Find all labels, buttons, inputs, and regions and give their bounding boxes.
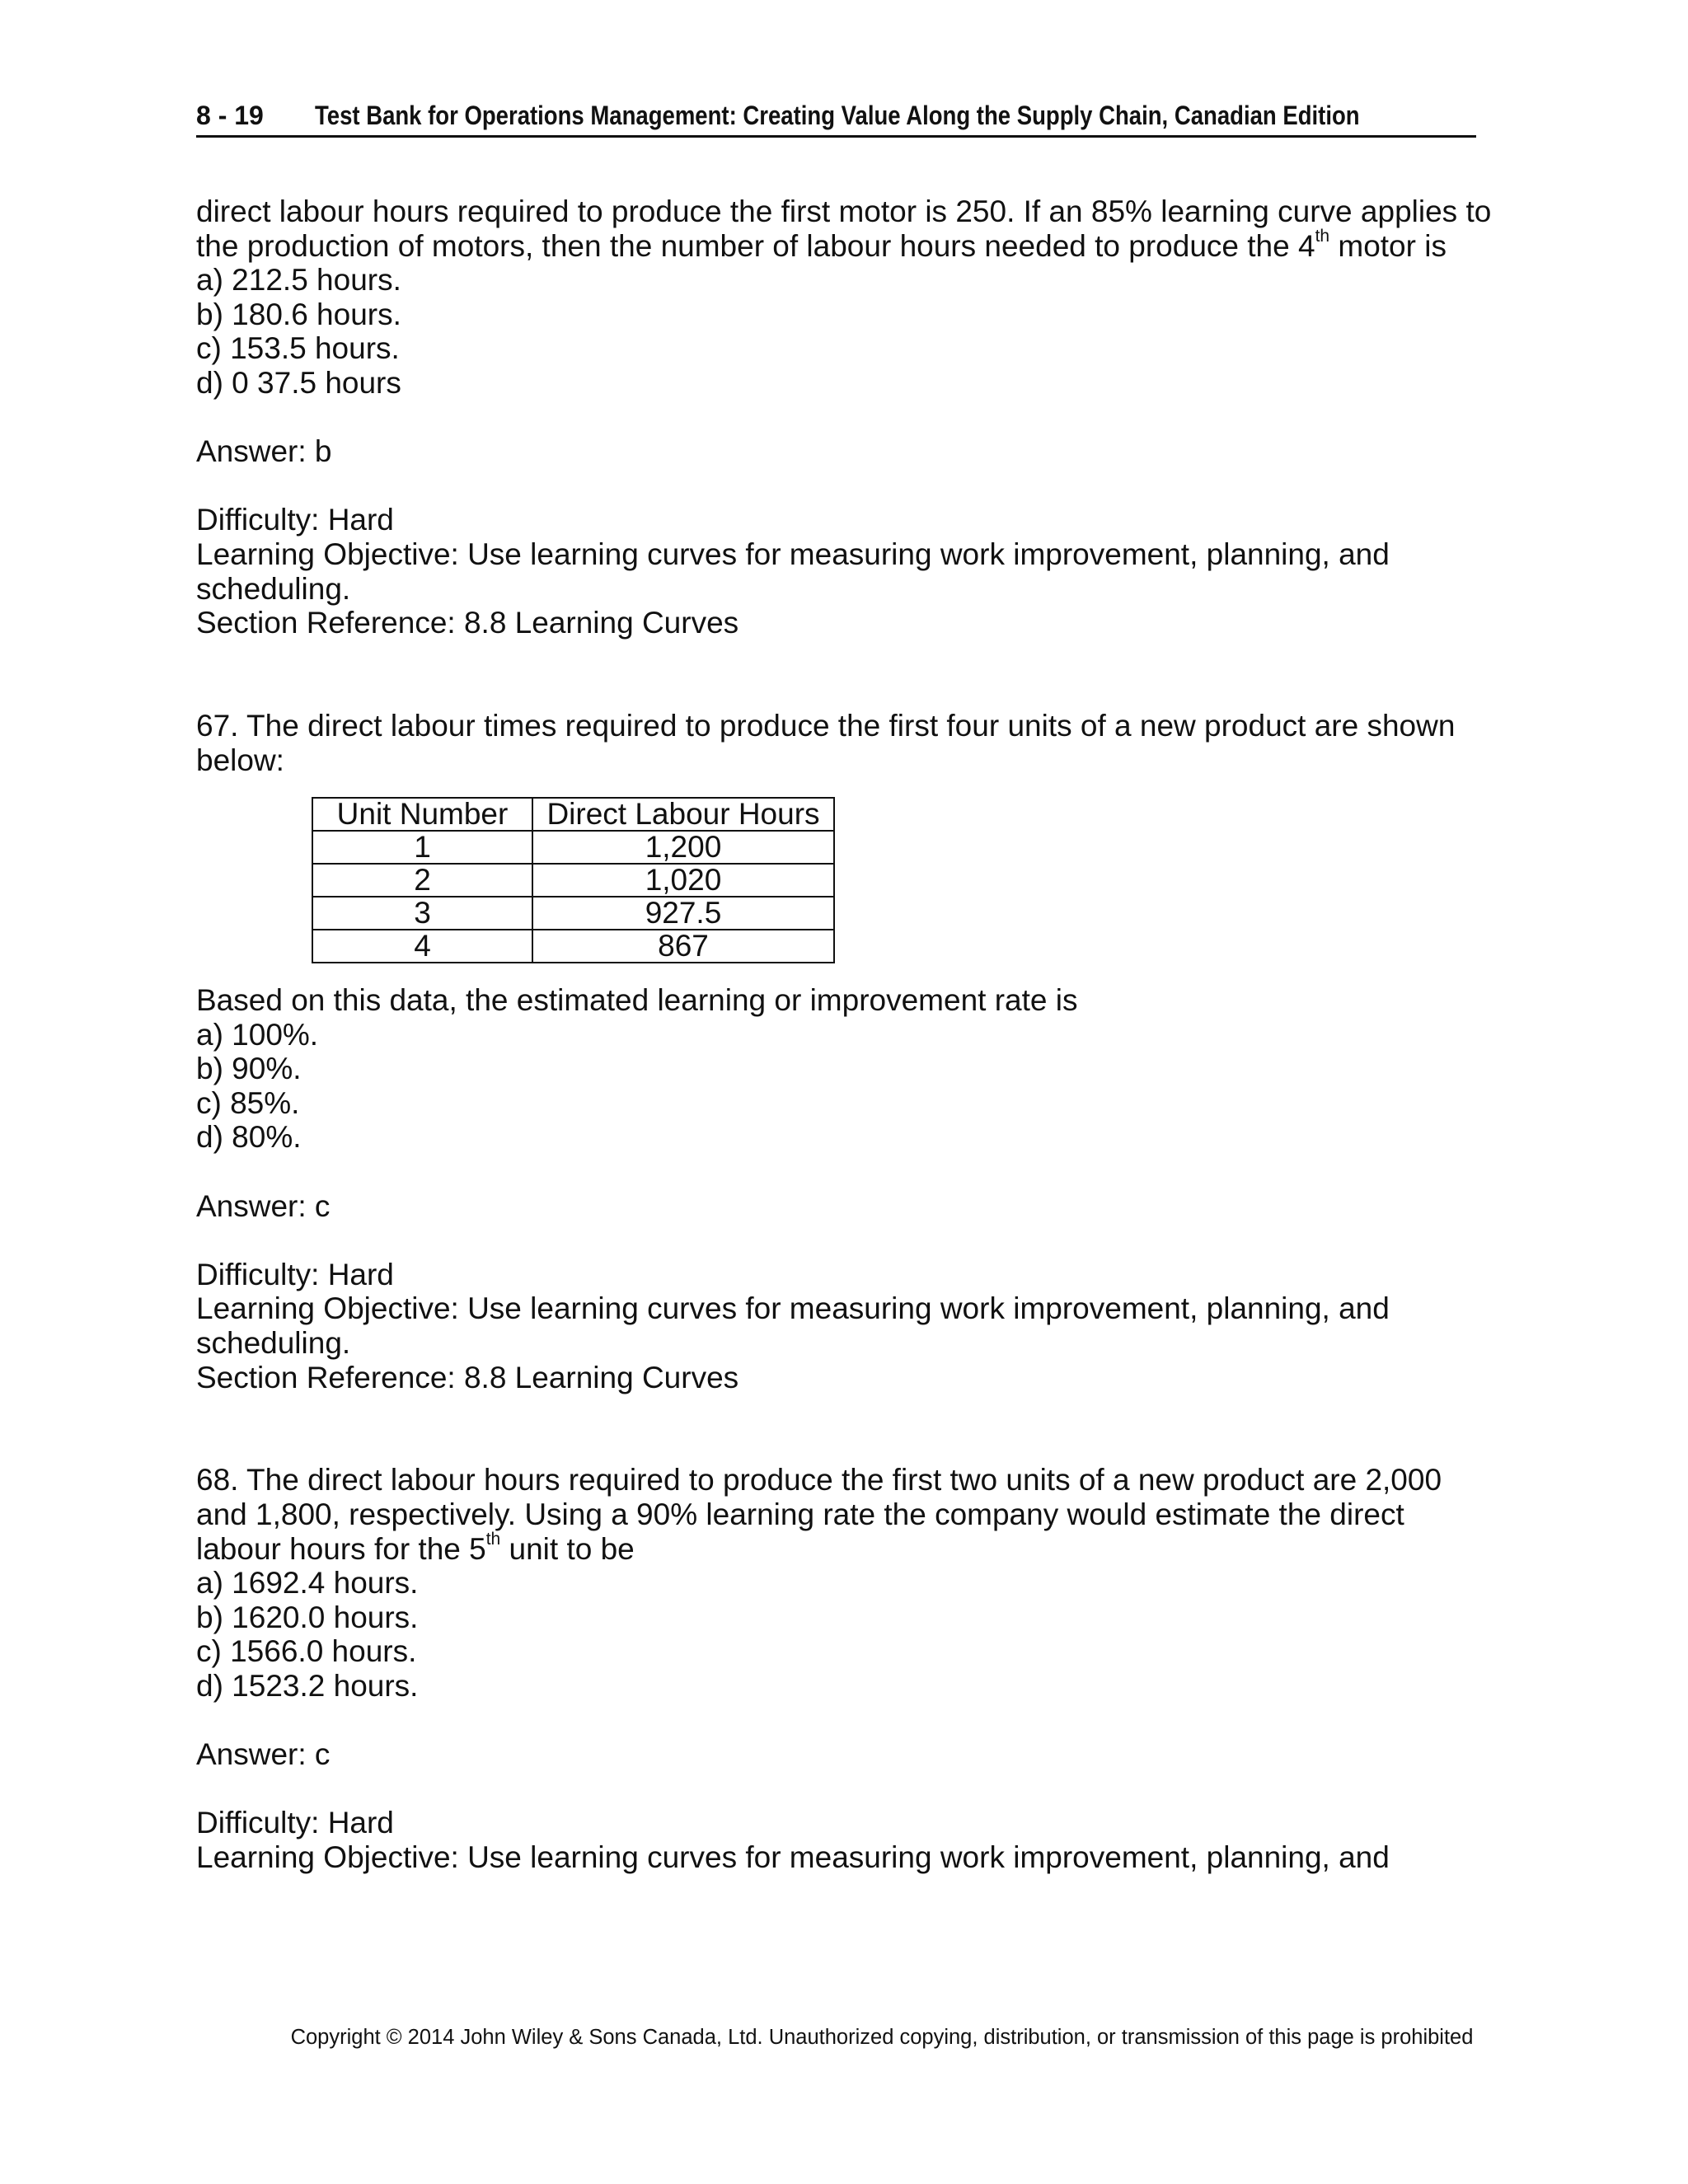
- question-stem: [196, 1532, 1490, 1567]
- table-cell: 927.5: [532, 897, 834, 930]
- difficulty: Difficulty: Hard: [196, 1806, 394, 1840]
- table-cell: 1,020: [532, 864, 834, 897]
- learning-objective: scheduling.: [196, 1326, 351, 1361]
- answer-option: d) 1523.2 hours.: [196, 1668, 419, 1703]
- question-68: [196, 1463, 1490, 1874]
- stem-text: unit to be: [500, 1531, 635, 1566]
- answer-option: c) 85%.: [196, 1085, 300, 1120]
- question-stem: [196, 229, 1490, 264]
- table-cell: 3: [312, 897, 532, 930]
- question-prompt: Based on this data, the estimated learning or improvement rate is: [196, 983, 1078, 1018]
- column-header: Direct Labour Hours: [532, 798, 834, 831]
- column-header: Unit Number: [312, 798, 532, 831]
- question-67: [196, 709, 1490, 1394]
- answer-option: a) 1692.4 hours.: [196, 1566, 419, 1601]
- question-stem: direct labour hours required to produce the first motor is 250. If an 85% learning curve applies to: [196, 194, 1492, 228]
- table-cell: 1: [312, 831, 532, 864]
- answer-key: Answer: c: [196, 1188, 331, 1223]
- copyright-footer: Copyright © 2014 John Wiley & Sons Canada, Ltd. Unauthorized copying, distribution, or transmission of this page is prohibited: [290, 2026, 1474, 2049]
- answer-option: a) 100%.: [196, 1017, 319, 1052]
- table-cell: 2: [312, 864, 532, 897]
- answer-key: Answer: c: [196, 1737, 331, 1772]
- question-stem: below:: [196, 743, 284, 777]
- section-reference: Section Reference: 8.8 Learning Curves: [196, 606, 739, 640]
- stem-text: labour hours for the 5: [196, 1531, 486, 1566]
- header-title: Test Bank for Operations Management: Creating Value Along the Supply Chain, Canadian Edition: [315, 101, 1360, 130]
- table-cell: 867: [532, 930, 834, 963]
- answer-option: b) 90%.: [196, 1052, 302, 1086]
- question-stem: 68. The direct labour hours required to produce the first two units of a new product are 2,000: [196, 1463, 1442, 1497]
- answer-key: Answer: b: [196, 434, 332, 469]
- section-reference: Section Reference: 8.8 Learning Curves: [196, 1360, 739, 1394]
- stem-text: motor is: [1329, 228, 1447, 263]
- answer-option: c) 153.5 hours.: [196, 331, 400, 366]
- question-66: [196, 194, 1490, 640]
- page-header: [196, 96, 1476, 138]
- answer-option: d) 0 37.5 hours: [196, 365, 401, 400]
- table-row: [312, 831, 834, 864]
- table-row: [312, 897, 834, 930]
- learning-objective: Learning Objective: Use learning curves for measuring work improvement, planning, and: [196, 1840, 1390, 1874]
- page-number: 8 - 19: [196, 101, 264, 130]
- answer-option: b) 1620.0 hours.: [196, 1600, 419, 1634]
- answer-option: d) 80%.: [196, 1120, 302, 1155]
- table-cell: 1,200: [532, 831, 834, 864]
- table-row: [312, 864, 834, 897]
- page-content: [196, 194, 1490, 1875]
- learning-objective: scheduling.: [196, 571, 351, 606]
- learning-objective: Learning Objective: Use learning curves for measuring work improvement, planning, and: [196, 537, 1390, 571]
- difficulty: Difficulty: Hard: [196, 1257, 394, 1291]
- answer-option: c) 1566.0 hours.: [196, 1634, 417, 1669]
- labour-hours-table: [312, 797, 835, 963]
- answer-option: a) 212.5 hours.: [196, 263, 401, 298]
- table-header-row: [312, 798, 834, 831]
- difficulty: Difficulty: Hard: [196, 503, 394, 537]
- superscript: th: [1315, 227, 1330, 246]
- stem-text: the production of motors, then the number of labour hours needed to produce the 4: [196, 228, 1315, 263]
- table-row: [312, 930, 834, 963]
- superscript: th: [485, 1530, 501, 1549]
- answer-option: b) 180.6 hours.: [196, 297, 401, 331]
- question-stem: 67. The direct labour times required to produce the first four units of a new product are shown: [196, 708, 1456, 743]
- learning-objective: Learning Objective: Use learning curves for measuring work improvement, planning, and: [196, 1291, 1390, 1326]
- question-stem: and 1,800, respectively. Using a 90% learning rate the company would estimate the direct: [196, 1497, 1404, 1531]
- table-cell: 4: [312, 930, 532, 963]
